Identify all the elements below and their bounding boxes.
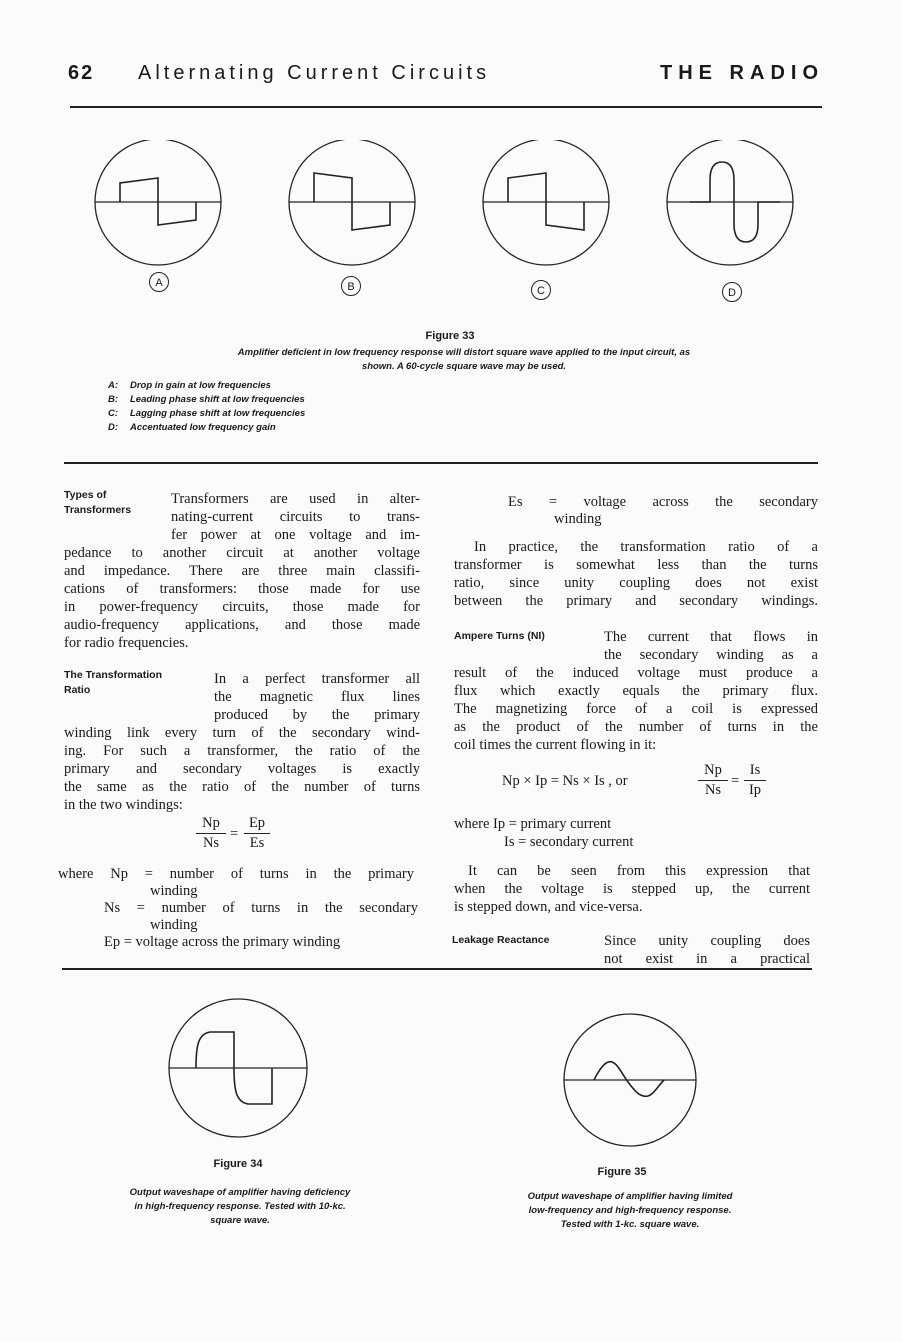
where-line: winding (150, 917, 198, 933)
equation1-numerator: Ep (248, 815, 266, 831)
text-line: In a perfect transformer all (214, 671, 420, 687)
where-list-2-line2: Is = secondary current (504, 834, 634, 850)
equation1-denominator: Es (249, 835, 265, 851)
text-line: when the voltage is stepped up, the current (454, 881, 810, 897)
text-line: primary and secondary voltages is exactly (64, 761, 420, 777)
figure34-scope (166, 996, 310, 1140)
es-definition-line2: winding (554, 511, 602, 527)
figure33-title: Figure 33 (425, 330, 475, 342)
text-line: cations of transformers: those made for use (64, 581, 420, 597)
text-line: and impedance. There are three main classifi- (64, 563, 420, 579)
scope-b-trace (289, 140, 415, 265)
paragraph-practice (454, 538, 818, 610)
legend-row-a (108, 380, 271, 394)
side-head-types-1: Types of (64, 489, 107, 501)
caption-line: Output waveshape of amplifier having deficiency (129, 1187, 351, 1198)
legend-text: Drop in gain at low frequencies (130, 380, 271, 391)
text-line: is stepped down, and vice-versa. (454, 899, 643, 915)
where-list-2-line1: where Ip = primary current (454, 816, 612, 832)
legend-key: B: (108, 394, 119, 405)
fraction-bar (698, 780, 728, 781)
scope-c-trace (483, 140, 609, 265)
equation2-product: Np × Ip = Ns × Is , or (502, 773, 628, 789)
text-line: audio-frequency applications, and those made (64, 617, 420, 633)
running-title: Alternating Current Circuits (138, 62, 491, 84)
fraction-bar (196, 833, 226, 834)
section-rule-bottom (62, 968, 812, 970)
figure34-caption (70, 1186, 410, 1228)
equation1-equals: = (230, 826, 239, 842)
side-head-types-2: Transformers (64, 504, 132, 516)
text-line: The magnetizing force of a coil is expressed (454, 701, 818, 717)
fraction-bar (244, 833, 270, 834)
text-line: transformer is somewhat less than the turns (454, 557, 818, 573)
text-line: Transformers are used in alter- (171, 491, 420, 507)
text-line: produced by the primary (214, 707, 420, 723)
equation2-numerator: Is (749, 762, 761, 778)
book-title: THE RADIO (660, 62, 824, 84)
paragraph-ratio (64, 670, 420, 814)
page-number: 62 (68, 62, 95, 84)
scope-d-trace (667, 140, 793, 265)
equation1-numerator: Np (202, 815, 220, 831)
legend-row-b (108, 394, 305, 408)
text-line: winding link every turn of the secondary wind- (64, 725, 420, 741)
text-line: pedance to another circuit at another voltage (64, 545, 420, 561)
text-line: nating-current circuits to trans- (171, 509, 420, 525)
caption-line: low-frequency and high-frequency response. (528, 1205, 732, 1216)
equation2-equals: = (731, 773, 740, 789)
equation2-right-fraction (744, 762, 766, 799)
figure35-scope (560, 1010, 700, 1150)
text-line: Since unity coupling does (604, 933, 810, 949)
side-head-ampere: Ampere Turns (NI) (454, 630, 545, 642)
legend-row-c (108, 408, 305, 422)
scope-a-trace (95, 140, 221, 265)
paragraph-leakage (604, 932, 810, 968)
figure33-caption-line2: shown. A 60-cycle square wave may be used. (361, 361, 567, 372)
es-definition-line1: Es = voltage across the secondary (508, 494, 818, 510)
section-rule-top (64, 462, 818, 464)
legend-text: Accentuated low frequency gain (130, 422, 276, 433)
equation2-denominator: Ns (704, 782, 722, 798)
equation2-numerator: Np (704, 762, 722, 778)
figure35-caption (460, 1190, 800, 1232)
where-line: Ns = number of turns in the secondary (104, 900, 418, 916)
figure34-title: Figure 34 (213, 1158, 263, 1170)
text-line: ratio, since unity coupling does not exist (454, 575, 818, 591)
text-line: It can be seen from this expression that (468, 863, 810, 879)
text-line: as the product of the number of turns in the (454, 719, 818, 735)
side-head-ratio-2: Ratio (64, 684, 91, 696)
paragraph-types (64, 490, 420, 652)
where-line: Ep = voltage across the primary winding (104, 934, 341, 950)
caption-line: square wave. (210, 1215, 270, 1226)
legend-key: D: (108, 422, 119, 433)
legend-key: C: (108, 408, 119, 419)
scope-label-d: D (722, 282, 742, 302)
header-rule (70, 106, 822, 108)
side-head-ratio-1: The Transformation (64, 669, 163, 681)
text-line: ing. For such a transformer, the ratio of the (64, 743, 420, 759)
legend-text: Leading phase shift at low frequencies (130, 394, 305, 405)
equation1-denominator: Ns (202, 835, 220, 851)
text-line: in the two windings: (64, 797, 183, 813)
caption-line: Output waveshape of amplifier having limited (527, 1191, 733, 1202)
equation2-left-fraction (698, 762, 728, 799)
text-line: coil times the current flowing in it: (454, 737, 657, 753)
text-line: the same as the ratio of the number of turns (64, 779, 420, 795)
text-line: for radio frequencies. (64, 635, 189, 651)
text-line: the secondary winding as a (604, 647, 818, 663)
where-list-1 (58, 866, 418, 951)
caption-line: Tested with 1-kc. square wave. (560, 1219, 700, 1230)
legend-text: Lagging phase shift at low frequencies (130, 408, 306, 419)
text-line: not exist in a practical (604, 951, 810, 967)
equation2-denominator: Ip (748, 782, 762, 798)
text-line: In practice, the transformation ratio of a (474, 539, 818, 555)
caption-line: in high-frequency response. Tested with 10-kc. (134, 1201, 346, 1212)
equation1-left-fraction (196, 815, 226, 852)
text-line: in power-frequency circuits, those made for (64, 599, 420, 615)
figure35-title: Figure 35 (597, 1166, 647, 1178)
legend-key: A: (108, 380, 119, 391)
scope-label-c: C (531, 280, 551, 300)
scope-label-a: A (149, 272, 169, 292)
text-line: the magnetic flux lines (214, 689, 420, 705)
running-header (68, 62, 824, 102)
fraction-bar (744, 780, 766, 781)
where-line: winding (150, 883, 198, 899)
text-line: result of the induced voltage must produce a (454, 665, 818, 681)
legend-row-d (108, 422, 276, 436)
side-head-leakage: Leakage Reactance (452, 934, 550, 946)
text-line: fer power at one voltage and im- (171, 527, 420, 543)
paragraph-ampere (454, 628, 818, 754)
equation1-right-fraction (244, 815, 270, 852)
text-line: The current that flows in (604, 629, 818, 645)
figure33-caption-line1: Amplifier deficient in low frequency response will distort square wave applied to the input circuit, as (237, 347, 691, 358)
paragraph-seen (454, 862, 810, 916)
text-line: between the primary and secondary windings. (454, 593, 818, 609)
text-line: flux which exactly equals the primary flux. (454, 683, 818, 699)
scope-label-b: B (341, 276, 361, 296)
figure33-scopes (90, 140, 810, 280)
where-line: where Np = number of turns in the primary (58, 866, 414, 882)
